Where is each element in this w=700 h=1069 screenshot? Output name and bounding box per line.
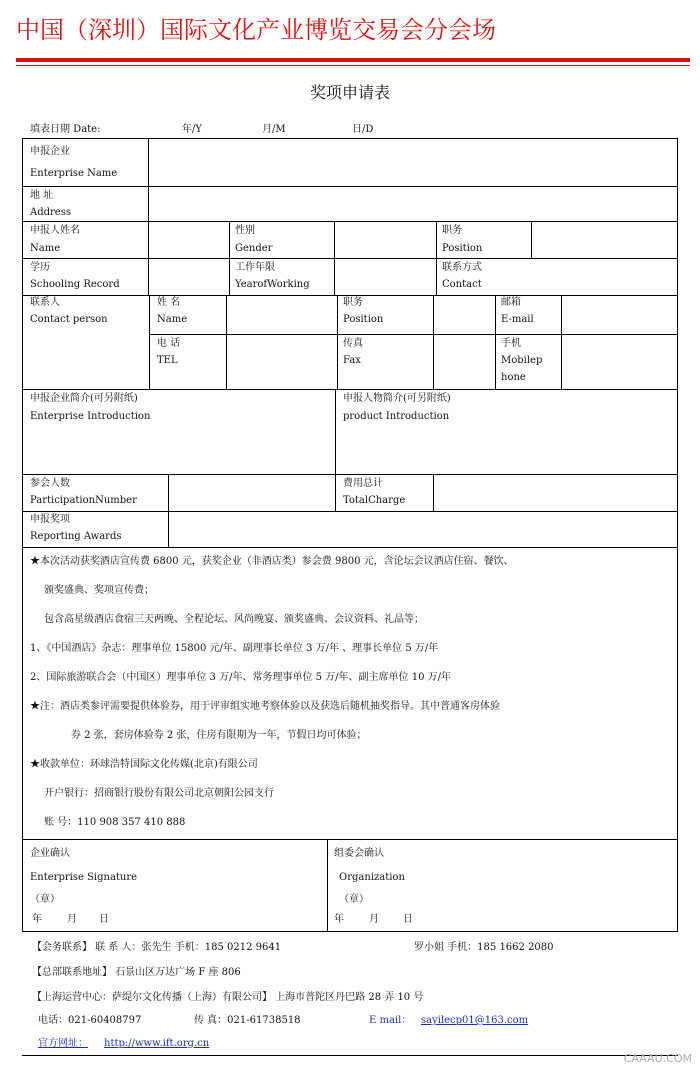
participants-label-en: ParticipationNumber xyxy=(30,495,137,506)
hq-address: 【总部联系地址】 石景山区万达广场 F 座 806 xyxy=(32,967,241,978)
cp-mobile-label-en2: hone xyxy=(501,372,526,383)
address-label-en: Address xyxy=(30,207,71,218)
cp-mobile-label-cn: 手机 xyxy=(501,338,521,349)
position-label-en: Position xyxy=(442,243,483,254)
cp-mobile-label-en1: Mobilep xyxy=(501,355,543,366)
applicant-label-en: Name xyxy=(30,243,61,254)
gender-label-en: Gender xyxy=(235,243,273,254)
working-years-label-cn: 工作年限 xyxy=(235,262,275,273)
note-line-1: ★本次活动获奖酒店宣传费 6800 元，获奖企业（非酒店类）参会费 9800 元，含论坛会议酒店住宿、餐饮、 xyxy=(30,556,514,567)
footer-rule xyxy=(22,1055,678,1056)
prod-intro-label-cn: 申报人物简介(可另附纸) xyxy=(343,393,451,404)
participants-label-cn: 参会人数 xyxy=(30,478,70,489)
confirmation-table xyxy=(22,839,678,932)
cp-fax-label-en: Fax xyxy=(343,355,361,366)
cp-tel-label-en: TEL xyxy=(157,355,178,366)
footer-tel: 电话：021-60408797 xyxy=(38,1015,142,1026)
cp-tel-label-cn: 电 话 xyxy=(157,338,181,349)
awards-label-cn: 申报奖项 xyxy=(30,514,70,525)
header-rule-thick xyxy=(16,58,690,62)
date-month: 月/M xyxy=(262,124,286,135)
shanghai-center: 【上海运营中心：萨缇尔文化传播（上海）有限公司】 上海市普陀区丹巴路 28 弄 10 号 xyxy=(32,992,424,1003)
contact-person-label-en: Contact person xyxy=(30,314,108,325)
enterprise-sign-year: 年 xyxy=(32,914,42,925)
date-label: 填表日期 Date: xyxy=(30,124,101,135)
prod-intro-label-en: product Introduction xyxy=(343,411,450,422)
position-label-cn: 职务 xyxy=(442,225,462,236)
contact-label-en: Contact xyxy=(442,279,482,290)
contact-person-label-cn: 联系人 xyxy=(30,297,60,308)
organization-sign-day: 日 xyxy=(403,914,413,925)
footer-web-link[interactable]: http://www.ift.org.cn xyxy=(104,1038,210,1049)
ent-intro-label-en: Enterprise Introduction xyxy=(30,411,151,422)
schooling-label-cn: 学历 xyxy=(30,262,50,273)
organization-sign-month: 月 xyxy=(369,914,379,925)
footer-fax: 传 真：021-61738518 xyxy=(194,1015,301,1026)
note-line-4: 1、《中国酒店》杂志：理事单位 15800 元/年、副理事长单位 3 万/年 、理事长单位 5 万/年 xyxy=(30,643,439,654)
cp-email-label-cn: 邮箱 xyxy=(501,297,521,308)
enterprise-sign-month: 月 xyxy=(67,914,77,925)
note-line-2: 颁奖盛典、奖项宣传费； xyxy=(44,585,154,596)
total-charge-label-en: TotalCharge xyxy=(343,495,406,506)
note-line-5: 2、国际旅游联合会（中国区）理事单位 3 万/年、常务理事单位 5 万/年、副主席单位 10 万/年 xyxy=(30,672,451,683)
total-charge-label-cn: 费用总计 xyxy=(343,478,383,489)
organization-seal: （章） xyxy=(339,894,369,905)
footer-email-label: E mail： xyxy=(369,1015,412,1026)
working-years-label-en: YearofWorking xyxy=(235,279,310,290)
gender-label-cn: 性别 xyxy=(235,225,255,236)
enterprise-confirm-en: Enterprise Signature xyxy=(30,872,138,883)
form-title: 奖项申请表 xyxy=(309,83,390,102)
header-rule-thin xyxy=(16,65,690,66)
note-line-9: 开户银行：招商银行股份有限公司北京朝阳公园支行 xyxy=(44,788,274,799)
note-line-3: 包含高星级酒店食宿三天两晚、全程论坛、风尚晚宴、颁奖盛典、会议资料、礼品等； xyxy=(44,614,424,625)
cp-name-label-cn: 姓 名 xyxy=(157,297,181,308)
application-form-table xyxy=(22,138,678,840)
note-line-10: 账 号：110 908 357 410 888 xyxy=(44,817,186,828)
date-day: 日/D xyxy=(352,124,374,135)
cp-position-label-cn: 职务 xyxy=(343,297,363,308)
organization-confirm-en: Organization xyxy=(339,872,405,883)
organization-confirm-cn: 组委会确认 xyxy=(334,848,384,859)
affairs-contact: 【会务联系】 联 系 人：张先生 手机：185 0212 9641 xyxy=(32,942,282,953)
enterprise-label-en: Enterprise Name xyxy=(30,168,118,179)
watermark: CAAAU.COM xyxy=(623,1052,692,1065)
enterprise-seal: （章） xyxy=(30,894,60,905)
footer-email-link[interactable]: sayilecp01@163.com xyxy=(421,1015,529,1026)
enterprise-confirm-cn: 企业确认 xyxy=(30,848,70,859)
affairs-contact-2: 罗小姐 手机：185 1662 2080 xyxy=(414,942,554,953)
footer-web-label: 官方网址： xyxy=(38,1038,88,1049)
cp-position-label-en: Position xyxy=(343,314,384,325)
applicant-label-cn: 申报人姓名 xyxy=(30,225,80,236)
note-line-7: 券 2 张，套房体验券 2 张，住房有限期为一年，节假日均可体验； xyxy=(71,730,367,741)
enterprise-sign-day: 日 xyxy=(99,914,109,925)
note-line-8: ★收款单位：环球浩特国际文化传媒(北京)有限公司 xyxy=(30,759,258,770)
cp-fax-label-cn: 传真 xyxy=(343,338,363,349)
schooling-label-en: Schooling Record xyxy=(30,279,120,290)
organization-sign-year: 年 xyxy=(334,914,344,925)
address-label-cn: 地 址 xyxy=(30,190,54,201)
date-year: 年/Y xyxy=(182,124,202,135)
contact-label-cn: 联系方式 xyxy=(442,262,482,273)
enterprise-label-cn: 申报企业 xyxy=(30,146,70,157)
note-line-6: ★注：酒店类参评需要提供体验券，用于评审组实地考察体验以及获选后随机抽奖指导。其中普通客房体验 xyxy=(30,701,500,712)
cp-email-label-en: E-mail xyxy=(501,314,534,325)
ent-intro-label-cn: 申报企业简介(可另附纸) xyxy=(30,393,138,404)
page-header-title: 中国（深圳）国际文化产业博览交易会分会场 xyxy=(16,16,496,44)
cp-name-label-en: Name xyxy=(157,314,188,325)
awards-label-en: Reporting Awards xyxy=(30,531,122,542)
